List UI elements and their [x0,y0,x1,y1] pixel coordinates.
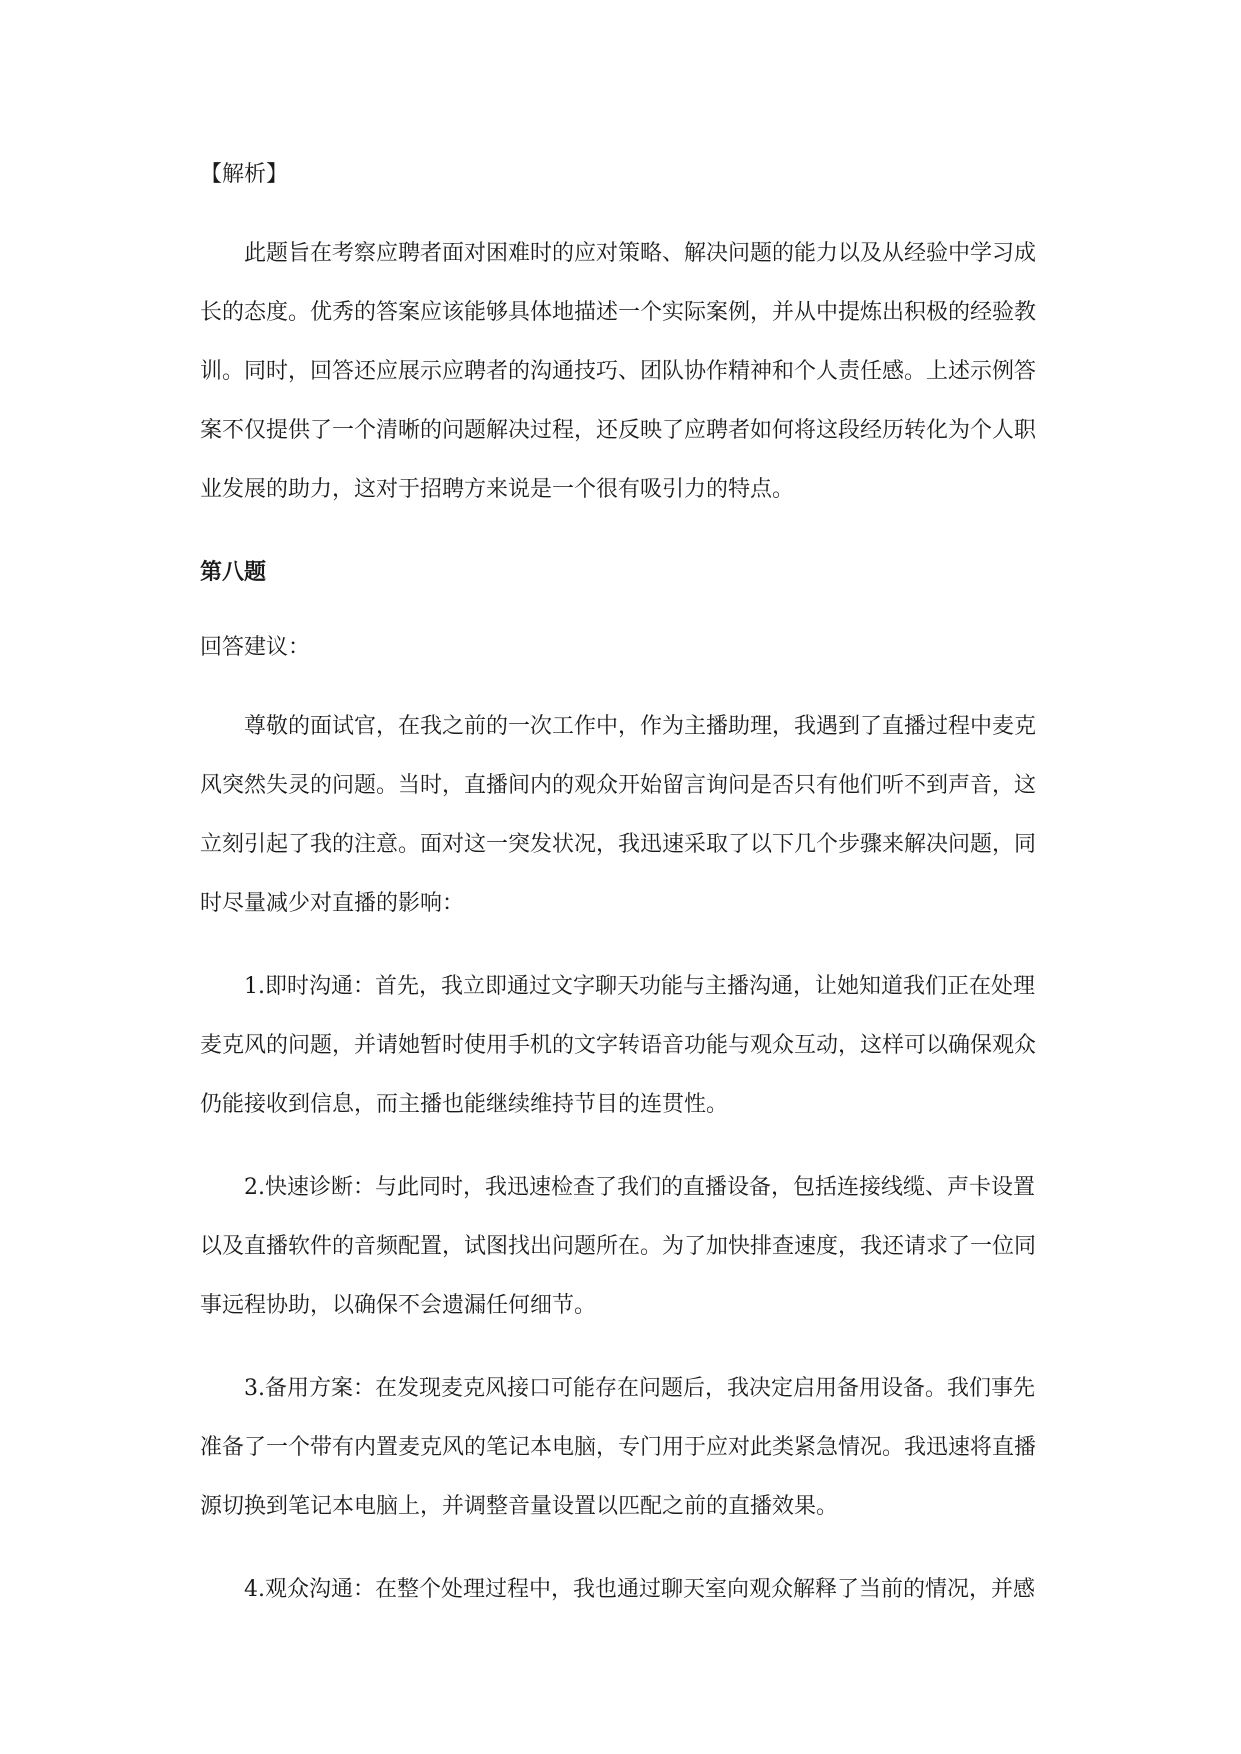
step-line: 4.观众沟通：在整个处理过程中，我也通过聊天室向观众解释了当前的情况，并感 [244,1577,1035,1602]
intro-line: 风突然失灵的问题。当时，直播间内的观众开始留言询问是否只有他们听不到声音，这 [200,773,1037,798]
analysis-line: 此题旨在考察应聘者面对困难时的应对策略、解决问题的能力以及从经验中学习成 [244,241,1037,266]
step-line: 麦克风的问题，并请她暂时使用手机的文字转语音功能与观众互动，这样可以确保观众 [200,1033,1037,1058]
step-paragraph-3 [200,1359,1100,1536]
step-line: 源切换到笔记本电脑上，并调整音量设置以匹配之前的直播效果。 [200,1494,839,1519]
analysis-line: 训。同时，回答还应展示应聘者的沟通技巧、团队协作精神和个人责任感。上述示例答 [200,359,1037,384]
step-paragraph-2 [200,1158,1100,1335]
step-line: 1.即时沟通：首先，我立即通过文字聊天功能与主播沟通，让她知道我们正在处理 [244,974,1035,999]
answer-label-text: 回答建议： [200,635,311,660]
step-line: 以及直播软件的音频配置，试图找出问题所在。为了加快排查速度，我还请求了一位同 [200,1234,1037,1259]
question-title-text: 第八题 [200,559,267,585]
section-label [200,145,1100,204]
analysis-paragraph [200,224,1100,519]
analysis-line: 业发展的助力，这对于招聘方来说是一个很有吸引力的特点。 [200,477,795,502]
step-paragraph-4 [200,1560,1100,1619]
step-line: 3.备用方案：在发现麦克风接口可能存在问题后，我决定启用备用设备。我们事先 [244,1376,1035,1401]
analysis-line: 案不仅提供了一个清晰的问题解决过程，还反映了应聘者如何将这段经历转化为个人职 [200,418,1037,443]
answer-label [200,618,1100,677]
step-paragraph-1 [200,957,1100,1134]
intro-line: 尊敬的面试官，在我之前的一次工作中，作为主播助理，我遇到了直播过程中麦克 [244,714,1037,739]
intro-paragraph [200,697,1100,933]
step-line: 2.快速诊断：与此同时，我迅速检查了我们的直播设备，包括连接线缆、声卡设置 [244,1175,1035,1200]
intro-line: 时尽量减少对直播的影响： [200,891,465,916]
step-line: 仍能接收到信息，而主播也能继续维持节目的连贯性。 [200,1092,729,1117]
step-line: 事远程协助，以确保不会遗漏任何细节。 [200,1293,597,1318]
question-title [200,543,1100,602]
step-line: 准备了一个带有内置麦克风的笔记本电脑，专门用于应对此类紧急情况。我迅速将直播 [200,1435,1037,1460]
analysis-line: 长的态度。优秀的答案应该能够具体地描述一个实际案例，并从中提炼出积极的经验教 [200,300,1037,325]
document-body [200,145,1100,1643]
section-label-text: 【解析】 [200,162,289,187]
intro-line: 立刻引起了我的注意。面对这一突发状况，我迅速采取了以下几个步骤来解决问题，同 [200,832,1037,857]
